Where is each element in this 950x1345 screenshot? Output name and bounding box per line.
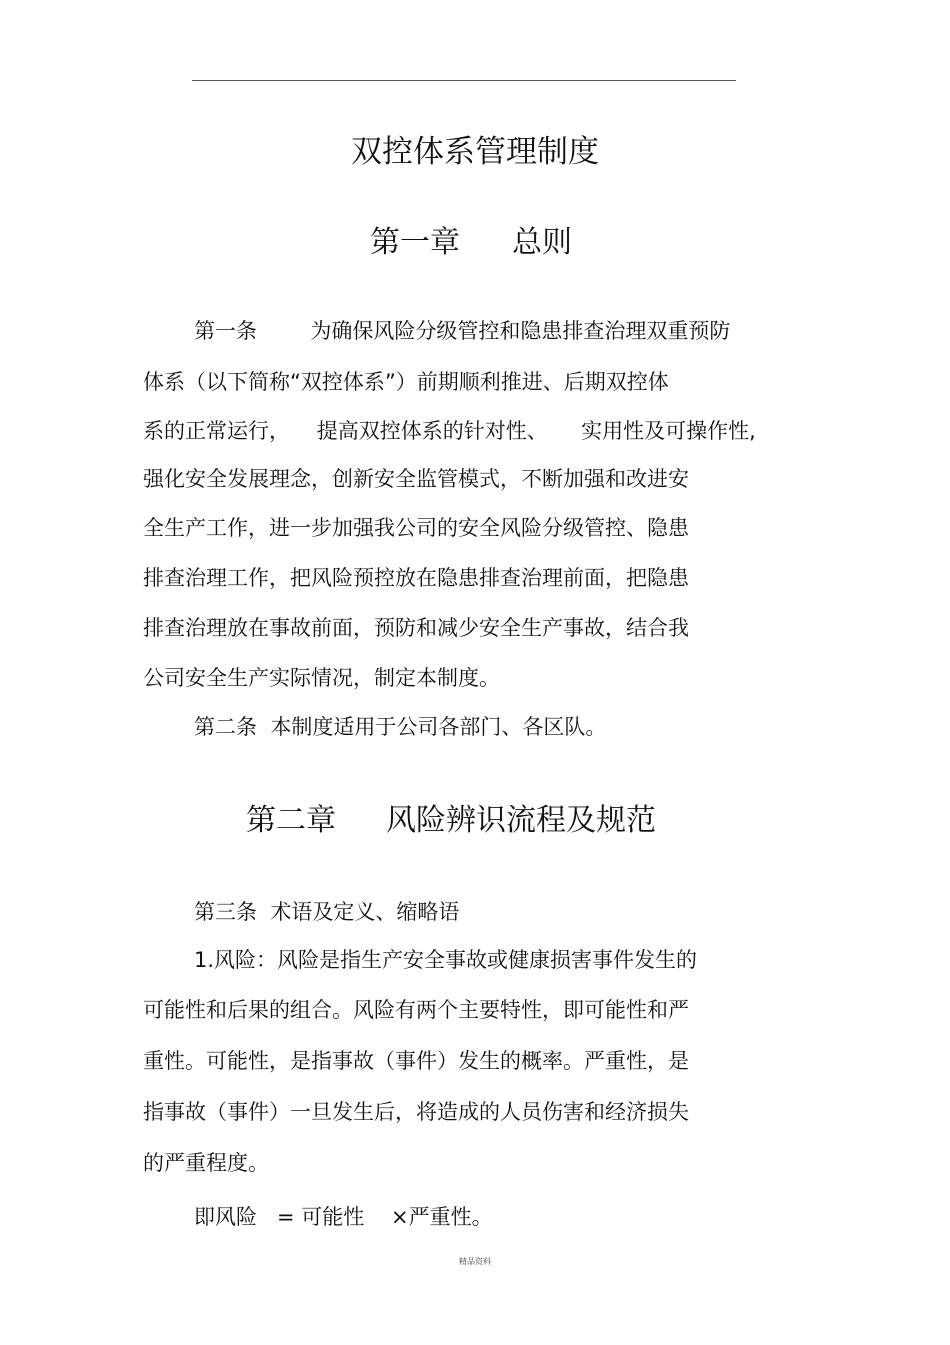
article-3-item-1-line-4: 指事故（事件）一旦发生后，将造成的人员伤害和经济损失 bbox=[143, 1100, 689, 1124]
article-1-line-1: 第一条 为确保风险分级管控和隐患排查治理双重预防 bbox=[194, 319, 731, 343]
chapter-1-heading bbox=[370, 225, 572, 260]
risk-formula: 即风险 = 可能性 ×严重性。 bbox=[194, 1205, 493, 1229]
article-1-line-6: 排查治理工作，把风险预控放在隐患排查治理前面，把隐患 bbox=[143, 566, 689, 590]
header-rule bbox=[192, 80, 736, 81]
chapter-2-heading bbox=[246, 803, 656, 838]
article-3-item-1-line-5: 的严重程度。 bbox=[143, 1151, 269, 1175]
article-2: 第二条 本制度适用于公司各部门、各区队。 bbox=[194, 715, 607, 739]
chapter-1-label: 第一章 bbox=[370, 225, 460, 260]
article-3-item-1-line-2: 可能性和后果的组合。风险有两个主要特性，即可能性和严 bbox=[143, 998, 689, 1022]
chapter-2-label: 第二章 bbox=[246, 803, 336, 838]
article-3-item-1-line-1: 1.风险：风险是指生产安全事故或健康损害事件发生的 bbox=[194, 948, 698, 972]
article-1-line-8: 公司安全生产实际情况，制定本制度。 bbox=[143, 666, 500, 690]
article-1-line-4: 强化安全发展理念，创新安全监管模式，不断加强和改进安 bbox=[143, 467, 689, 491]
article-3-item-1-line-3: 重性。可能性，是指事故（事件）发生的概率。严重性，是 bbox=[143, 1049, 689, 1073]
article-1-line-7: 排查治理放在事故前面，预防和减少安全生产事故，结合我 bbox=[143, 616, 689, 640]
article-1-line-3: 系的正常运行， 提高双控体系的针对性、 实用性及可操作性, bbox=[143, 419, 756, 443]
document-title: 双控体系管理制度 bbox=[351, 134, 599, 170]
article-1-line-5: 全生产工作，进一步加强我公司的安全风险分级管控、隐患 bbox=[143, 516, 689, 540]
chapter-2-name: 风险辨识流程及规范 bbox=[386, 803, 656, 838]
page-footer: 精品资料 bbox=[459, 1257, 491, 1266]
article-1-line-2: 体系（以下简称“双控体系”）前期顺利推进、后期双控体 bbox=[143, 370, 669, 394]
article-3-heading: 第三条 术语及定义、缩略语 bbox=[194, 900, 460, 924]
chapter-1-name: 总则 bbox=[512, 225, 572, 260]
